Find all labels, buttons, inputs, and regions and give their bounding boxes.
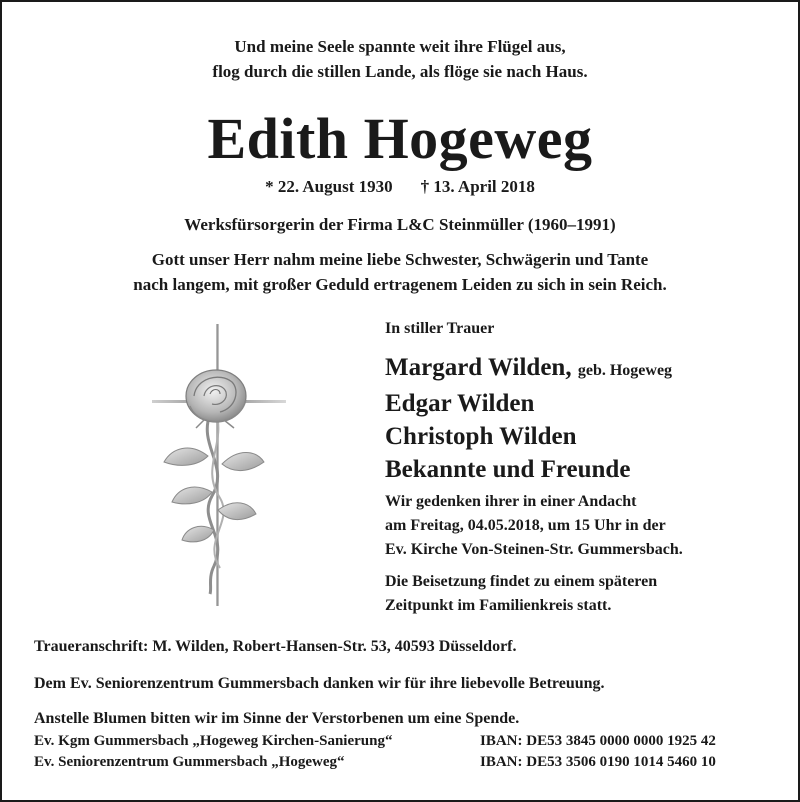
announcement-line-1: Gott unser Herr nahm meine liebe Schwester, Schwägerin und Tante [151,250,649,269]
donation-account [34,731,766,751]
announcement [0,247,800,297]
donation-account [34,752,766,772]
donation-request: Anstelle Blumen bitten wir im Sinne der Verstorbenen um eine Spende. [34,710,520,727]
burial-line-2: Zeitpunkt im Familienkreis statt. [385,597,612,614]
mourner-name-text: Margard Wilden, [385,354,572,381]
cross-rose-drawing [150,316,290,612]
service-line-2: am Freitag, 04.05.2018, um 15 Uhr in der [385,517,666,534]
death-date: † 13. April 2018 [420,177,535,196]
verse [0,34,800,84]
service-line-1: Wir gedenken ihrer in einer Andacht [385,493,637,510]
life-dates [0,176,800,198]
mourner-name [385,420,672,453]
mourner-name-note: geb. Hogeweg [577,362,673,379]
mourning-address: Traueranschrift: M. Wilden, Robert-Hansen-Str. 53, 40593 Düsseldorf. [34,638,517,655]
service-line-3: Ev. Kirche Von-Steinen-Str. Gummersbach. [385,541,683,558]
account-recipient: Ev. Seniorenzentrum Gummersbach „Hogeweg“ [34,754,345,770]
verse-line-2: flog durch die stillen Lande, als flöge sie nach Haus. [212,62,588,81]
burial-line-1: Die Beisetzung findet zu einem späteren [385,573,658,590]
account-iban: IBAN: DE53 3845 0000 0000 1925 42 [480,733,716,749]
deceased-name: Edith Hogeweg [207,106,593,171]
announcement-line-2: nach langem, mit großer Geduld ertragenem Leiden zu sich in sein Reich. [133,275,667,294]
mourner-name [385,387,672,420]
mourner-name [385,351,672,387]
mourner-name-text: Christoph Wilden [385,423,577,450]
birth-date: * 22. August 1930 [265,177,393,196]
mourner-list [385,351,672,486]
mourner-name-text: Edgar Wilden [385,390,535,417]
mourning-intro: In stiller Trauer [385,320,495,337]
account-iban: IBAN: DE53 3506 0190 1014 5460 10 [480,754,716,770]
mourner-name [385,453,672,486]
mourner-name-text: Bekannte und Freunde [385,456,631,483]
verse-line-1: Und meine Seele spannte weit ihre Flügel aus, [234,37,566,56]
memorial-service-info [385,490,683,562]
account-recipient: Ev. Kgm Gummersbach „Hogeweg Kirchen-Sanierung“ [34,733,393,749]
burial-info [385,570,657,618]
cross-with-rose-icon [150,316,290,612]
thanks-note: Dem Ev. Seniorenzentrum Gummersbach danken wir für ihre liebevolle Betreuung. [34,675,605,692]
occupation: Werksfürsorgerin der Firma L&C Steinmüller (1960–1991) [184,215,616,234]
